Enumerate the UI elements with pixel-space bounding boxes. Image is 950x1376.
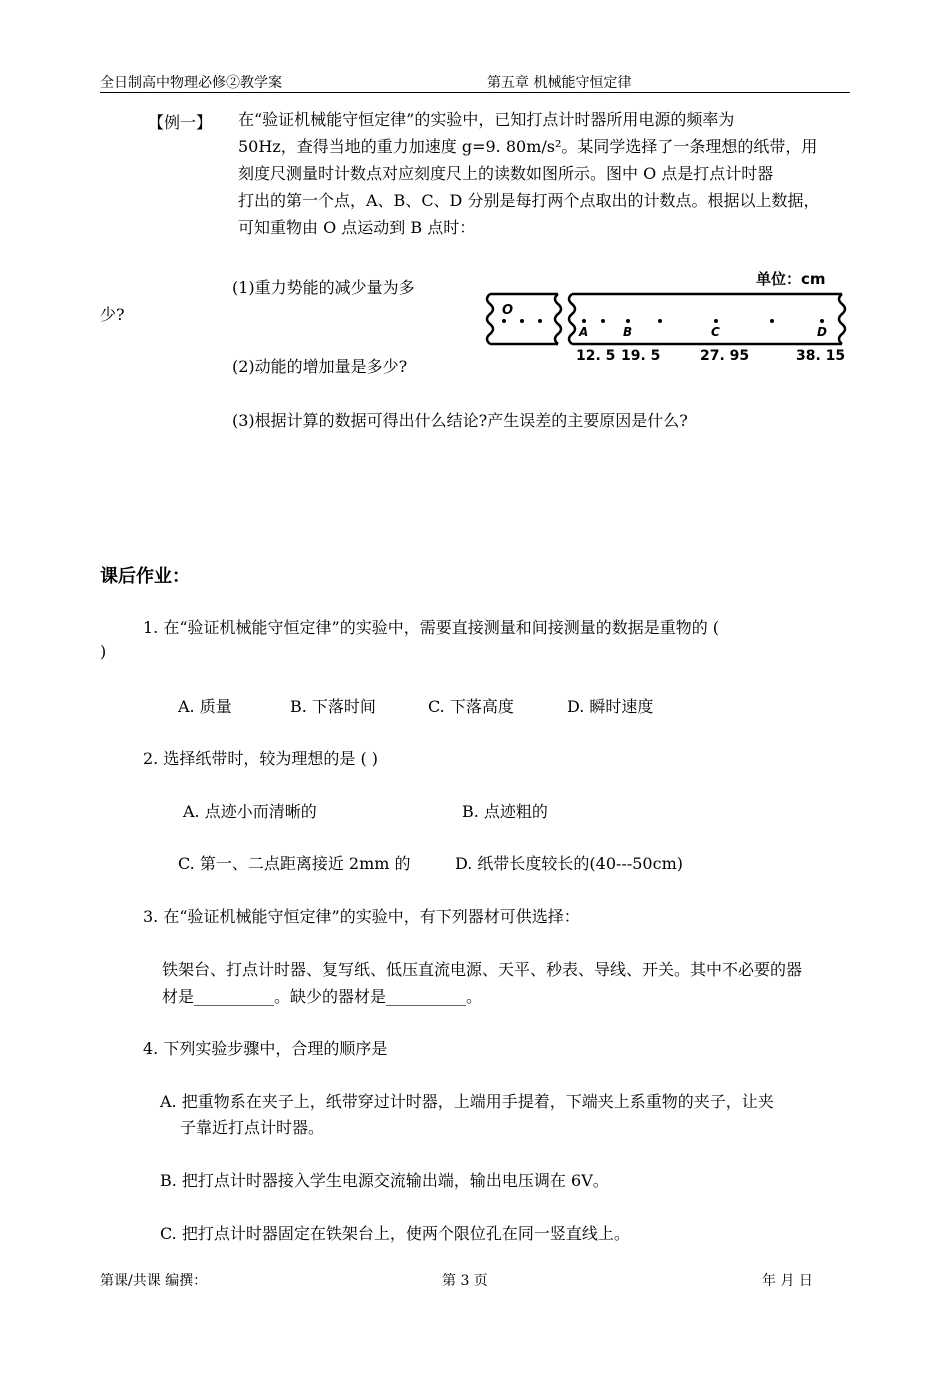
tape-label-c: C xyxy=(711,325,720,339)
tape-label-d: D xyxy=(817,325,827,339)
tape-dot-c xyxy=(714,319,718,323)
tape-label-a: A xyxy=(579,325,589,339)
footer-page-number: 第 3 页 xyxy=(442,1273,488,1289)
question-1-cont: 少? xyxy=(100,305,125,324)
hw-q1-stem-cont: ) xyxy=(100,642,107,661)
hw-q1-stem: 1. 在“验证机械能守恒定律”的实验中，需要直接测量和间接测量的数据是重物的 ( xyxy=(143,618,720,637)
hw-q2-option-b: B. 点迹粗的 xyxy=(462,802,548,821)
hw-q4-step-c: C. 把打点计时器固定在铁架台上，使两个限位孔在同一竖直线上。 xyxy=(160,1224,630,1243)
hw-q2-option-c: C. 第一、二点距离接近 2mm 的 xyxy=(178,854,411,873)
tape-label-o: O xyxy=(502,303,514,318)
hw-q2-option-d: D. 纸带长度较长的(40---50cm) xyxy=(455,854,683,873)
hw-q3-stem: 3. 在“验证机械能守恒定律”的实验中，有下列器材可供选择： xyxy=(143,907,580,926)
header-center: 第五章 机械能守恒定律 xyxy=(487,75,632,91)
tape-dot xyxy=(538,319,542,323)
question-2: (2)动能的增加量是多少? xyxy=(232,357,408,376)
tape-dot xyxy=(770,319,774,323)
hw-q4-step-a: A. 把重物系在夹子上，纸带穿过计时器，上端用手提着，下端夹上系重物的夹子，让夹 xyxy=(160,1092,774,1111)
example-text xyxy=(238,106,852,241)
example-label: 【例一】 xyxy=(148,113,213,132)
tape-dot-d xyxy=(820,319,824,323)
homework-title: 课后作业： xyxy=(100,566,190,587)
header-rule xyxy=(100,92,850,93)
hw-q4-stem: 4. 下列实验步骤中，合理的顺序是 xyxy=(143,1039,388,1058)
tape-right-piece xyxy=(569,294,845,344)
hw-q3-line-1: 铁架台、打点计时器、复写纸、低压直流电源、天平、秒表、导线、开关。其中不必要的器 xyxy=(162,960,803,979)
tape-reading-a: 12. 5 xyxy=(576,348,616,364)
hw-q4-step-a-cont: 子靠近打点计时器。 xyxy=(180,1118,325,1137)
hw-q1-option-d: D. 瞬时速度 xyxy=(567,697,654,716)
tape-dot xyxy=(658,319,662,323)
footer-date: 年 月 日 xyxy=(762,1273,813,1289)
paper-tape-figure xyxy=(478,268,850,368)
example-line-1: 在“验证机械能守恒定律”的实验中，已知打点计时器所用电源的频率为 xyxy=(238,110,735,129)
header-left: 全日制高中物理必修②教学案 xyxy=(100,75,282,91)
hw-q3-line-2: 材是__________。缺少的器材是__________。 xyxy=(162,987,483,1006)
tape-dot-b xyxy=(626,319,630,323)
tape-dot xyxy=(520,319,524,323)
tape-dot xyxy=(601,319,605,323)
question-3: (3)根据计算的数据可得出什么结论?产生误差的主要原因是什么? xyxy=(232,411,688,430)
hw-q4-step-b: B. 把打点计时器接入学生电源交流输出端，输出电压调在 6V。 xyxy=(160,1171,609,1190)
example-line-3: 刻度尺测量时计数点对应刻度尺上的读数如图所示。图中 O 点是打点计时器 xyxy=(238,164,774,183)
example-line-2: 50Hz，查得当地的重力加速度 g=9. 80m/s²。某同学选择了一条理想的纸带，用 xyxy=(238,137,818,156)
hw-q1-option-b: B. 下落时间 xyxy=(290,697,376,716)
hw-q1-option-a: A. 质量 xyxy=(178,697,232,716)
tape-dot-o xyxy=(502,319,506,323)
hw-q2-option-a: A. 点迹小而清晰的 xyxy=(183,802,317,821)
tape-reading-b: 19. 5 xyxy=(621,348,661,364)
example-line-4: 打出的第一个点，A、B、C、D 分别是每打两个点取出的计数点。根据以上数据， xyxy=(238,191,820,210)
tape-reading-c: 27. 95 xyxy=(700,348,750,364)
hw-q2-stem: 2. 选择纸带时，较为理想的是 ( ) xyxy=(143,749,379,768)
tape-left-piece xyxy=(487,294,561,344)
tape-dot-a xyxy=(582,319,586,323)
question-1: (1)重力势能的减少量为多 xyxy=(232,278,415,297)
hw-q1-option-c: C. 下落高度 xyxy=(428,697,514,716)
tape-unit-label: 单位：cm xyxy=(756,270,826,288)
tape-label-b: B xyxy=(623,325,633,339)
tape-reading-d: 38. 15 xyxy=(796,348,846,364)
example-line-5: 可知重物由 O 点运动到 B 点时： xyxy=(238,218,476,237)
footer-left: 第课/共课 编撰： xyxy=(100,1273,208,1289)
